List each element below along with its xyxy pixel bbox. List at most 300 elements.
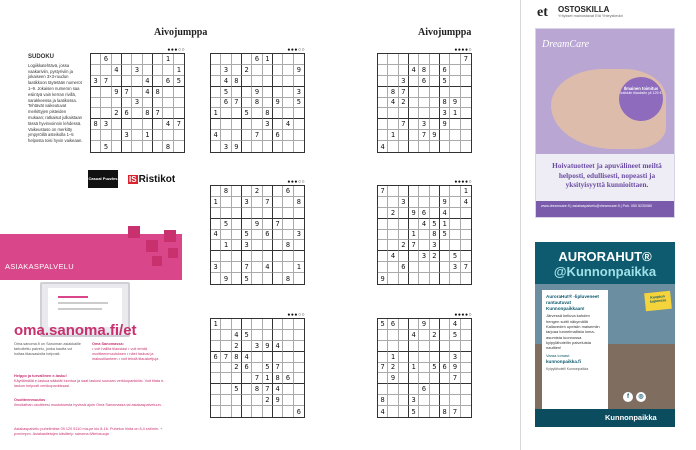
ostoskilla-subtitle: Yritykset mainostavat Etä Yhteystiedot <box>558 14 623 18</box>
sudoku-cell <box>283 262 293 273</box>
cs-bottom-text: Asiakaspalvelu puhelimitse 09 120 5110 ma-pe klo 8-16. Puhelun hinta on 8,4 snt/min. + pvm/mpm. Asiakastietojen käsittely: sanoma.fi/tietosuoja <box>14 427 163 436</box>
sudoku-cell <box>273 273 283 284</box>
facebook-icon[interactable]: f <box>623 392 633 402</box>
sudoku-cell <box>388 273 398 284</box>
sudoku-cell <box>283 208 293 219</box>
sudoku-cell <box>91 54 101 65</box>
sudoku-cell: 8 <box>232 76 242 87</box>
sudoku-cell <box>211 87 221 98</box>
sudoku-cell: 6 <box>163 76 173 87</box>
sudoku-cell <box>263 352 273 363</box>
sudoku-cell <box>283 141 293 152</box>
sudoku-cell <box>294 352 304 363</box>
sudoku-cell <box>211 141 221 152</box>
sudoku-cell: 4 <box>409 330 419 341</box>
sudoku-cell <box>252 230 262 241</box>
sudoku-cell <box>294 373 304 384</box>
sudoku-cell <box>211 406 221 417</box>
sudoku-cell: 1 <box>263 54 273 65</box>
sudoku-cell <box>91 130 101 141</box>
sudoku-cell <box>409 219 419 230</box>
sudoku-cell: 5 <box>440 76 450 87</box>
sudoku-cell <box>430 186 440 197</box>
sudoku-cell <box>242 406 252 417</box>
sudoku-cell: 2 <box>112 108 122 119</box>
sudoku-cell: 8 <box>378 395 388 406</box>
sudoku-cell <box>283 65 293 76</box>
sudoku-cell <box>440 251 450 262</box>
sudoku-cell <box>430 108 440 119</box>
aurora-contact: Kylpylähotelli Kunnonpaikka <box>546 367 589 372</box>
sudoku-cell <box>399 108 409 119</box>
sudoku-cell <box>461 219 471 230</box>
sudoku-cell <box>221 319 231 330</box>
sudoku-cell <box>273 119 283 130</box>
ristikot-logo <box>128 174 175 185</box>
sudoku-cell <box>273 230 283 241</box>
sudoku-cell <box>112 141 122 152</box>
sudoku-cell: 9 <box>450 363 460 374</box>
sudoku-cell <box>263 273 273 284</box>
sudoku-cell: 7 <box>122 87 132 98</box>
sudoku-cell <box>132 108 142 119</box>
badge-title: Ilmainen toimitus <box>623 86 659 91</box>
sudoku-cell <box>283 98 293 109</box>
sudoku-cell <box>232 87 242 98</box>
sudoku-cell <box>378 197 388 208</box>
sudoku-cell <box>461 251 471 262</box>
ostoskilla-title: OSTOSKILLA <box>558 5 610 14</box>
sudoku-cell <box>211 384 221 395</box>
sudoku-cell: 7 <box>399 119 409 130</box>
ristikot-logo-text: Ristikot <box>138 174 176 185</box>
sudoku-cell <box>283 363 293 374</box>
sudoku-cell <box>430 384 440 395</box>
sudoku-cell <box>440 273 450 284</box>
sudoku-cell: 4 <box>232 330 242 341</box>
sudoku-cell <box>399 319 409 330</box>
sudoku-cell <box>211 54 221 65</box>
sudoku-cell <box>440 186 450 197</box>
aurora-web[interactable]: kunnonpaikka.fi <box>546 358 581 364</box>
sudoku-cell <box>419 341 429 352</box>
sudoku-cell <box>252 352 262 363</box>
sudoku-cell <box>232 373 242 384</box>
sudoku-cell <box>461 384 471 395</box>
sudoku-cell: 5 <box>440 230 450 241</box>
sudoku-cell <box>388 197 398 208</box>
sudoku-cell <box>252 330 262 341</box>
sudoku-cell <box>242 384 252 395</box>
dreamcare-headline: Hoivatuotteet ja apuvälineet meiltä helposti, edullisesti, nopeasti ja yksityisyyttä kunnioittaen. <box>552 161 662 189</box>
sudoku-cell: 4 <box>163 119 173 130</box>
sudoku-cell <box>163 98 173 109</box>
sudoku-cell <box>221 406 231 417</box>
sudoku-cell: 7 <box>263 384 273 395</box>
sudoku-cell <box>388 262 398 273</box>
sudoku-cell <box>399 341 409 352</box>
cs-pink-band <box>0 234 182 280</box>
sudoku-cell: 6 <box>252 54 262 65</box>
sudoku-cell <box>211 119 221 130</box>
instructions-text: Logiikkatehtävä, jossa vaakariviin, pystyriviin ja jokaiseen 3×3-ruudun laatikkoon täytetään numerot 1–9. Jokaisen numeron saa esiintyä vain kerran rivillä, sarakkeessa ja laatikossa. Tehtävät vaikeutuvat merkittyjen pisteiden mukaan; ratkaisut julkaistaan tässä hyvinvoinnin lehdessä. Vaikeustaso on merkitty ympyröillä asteikolla 1–5 helposta toisi hyvin vaikeaan. <box>28 62 83 144</box>
sudoku-cell <box>419 197 429 208</box>
sudoku-cell <box>294 130 304 141</box>
sudoku-cell: 4 <box>211 230 221 241</box>
sudoku-cell <box>101 130 111 141</box>
sudoku-cell <box>399 208 409 219</box>
sudoku-cell <box>419 240 429 251</box>
sudoku-cell <box>461 108 471 119</box>
sudoku-cell <box>174 98 184 109</box>
sudoku-cell <box>242 141 252 152</box>
sudoku-cell <box>378 240 388 251</box>
sudoku-cell: 3 <box>450 262 460 273</box>
sudoku-cell <box>283 76 293 87</box>
sudoku-cell: 1 <box>211 108 221 119</box>
sudoku-cell: 3 <box>399 197 409 208</box>
sudoku-cell <box>232 108 242 119</box>
sudoku-cell <box>440 319 450 330</box>
sudoku-cell <box>461 406 471 417</box>
sudoku-cell <box>430 76 440 87</box>
sudoku-cell <box>174 141 184 152</box>
sudoku-cell: 7 <box>273 219 283 230</box>
sudoku-cell <box>101 65 111 76</box>
sudoku-cell <box>153 130 163 141</box>
sudoku-cell <box>221 363 231 374</box>
sudoku-cell: 7 <box>242 262 252 273</box>
sudoku-cell <box>461 330 471 341</box>
sudoku-cell: 9 <box>252 87 262 98</box>
sudoku-cell <box>294 141 304 152</box>
sudoku-cell <box>242 186 252 197</box>
sudoku-cell <box>263 208 273 219</box>
sudoku-cell: 6 <box>283 373 293 384</box>
sudoku-cell: 4 <box>283 119 293 130</box>
sudoku-cell <box>232 273 242 284</box>
sudoku-cell: 3 <box>294 87 304 98</box>
sudoku-cell: 5 <box>430 363 440 374</box>
sudoku-cell: 1 <box>221 240 231 251</box>
sudoku-cell <box>232 319 242 330</box>
sudoku-puzzle <box>377 179 472 285</box>
sudoku-cell <box>132 141 142 152</box>
sudoku-cell: 3 <box>132 65 142 76</box>
sudoku-cell <box>153 119 163 130</box>
sudoku-cell <box>461 208 471 219</box>
sudoku-cell: 8 <box>440 406 450 417</box>
sudoku-cell <box>388 341 398 352</box>
sudoku-cell <box>263 130 273 141</box>
sudoku-cell <box>440 87 450 98</box>
sudoku-cell <box>273 141 283 152</box>
sudoku-cell <box>419 262 429 273</box>
sudoku-cell <box>273 319 283 330</box>
sudoku-cell <box>450 141 460 152</box>
sudoku-cell <box>430 54 440 65</box>
sudoku-cell: 4 <box>419 219 429 230</box>
sudoku-cell <box>221 130 231 141</box>
sudoku-cell <box>378 108 388 119</box>
sudoku-cell <box>91 108 101 119</box>
sudoku-grid <box>90 53 185 153</box>
sudoku-cell <box>263 186 273 197</box>
sudoku-cell <box>273 54 283 65</box>
sudoku-cell <box>399 141 409 152</box>
sudoku-puzzle <box>210 179 305 285</box>
sudoku-cell: 7 <box>232 98 242 109</box>
sudoku-cell <box>409 197 419 208</box>
sudoku-cell <box>450 65 460 76</box>
sudoku-cell <box>283 108 293 119</box>
sudoku-cell: 4 <box>450 319 460 330</box>
sudoku-puzzle <box>210 47 305 153</box>
sudoku-cell <box>461 363 471 374</box>
sudoku-cell <box>122 54 132 65</box>
dreamcare-ad[interactable] <box>535 28 675 218</box>
sudoku-cell <box>112 54 122 65</box>
sudoku-cell <box>211 219 221 230</box>
sudoku-cell: 9 <box>388 373 398 384</box>
sudoku-cell <box>430 319 440 330</box>
sudoku-cell <box>273 208 283 219</box>
sudoku-cell <box>388 395 398 406</box>
sudoku-cell <box>252 406 262 417</box>
sudoku-cell <box>221 208 231 219</box>
sudoku-cell <box>252 76 262 87</box>
sudoku-cell <box>399 65 409 76</box>
sudoku-cell <box>450 119 460 130</box>
sudoku-cell <box>388 54 398 65</box>
sudoku-cell: 4 <box>211 130 221 141</box>
sudoku-cell: 6 <box>440 363 450 374</box>
sudoku-cell <box>263 141 273 152</box>
sudoku-cell <box>252 208 262 219</box>
sudoku-cell <box>461 76 471 87</box>
sudoku-cell: 6 <box>419 384 429 395</box>
cs-url[interactable]: oma.sanoma.fi/et <box>14 322 137 339</box>
sudoku-cell <box>211 373 221 384</box>
sudoku-cell <box>242 54 252 65</box>
cs-right-items: • voit hallita tilaustasi • voit tehdä osoitteenmuutoksen • näet laskusi ja maksutilanteen • voit tehdä tilausketjuja <box>92 347 159 361</box>
sudoku-cell <box>283 230 293 241</box>
sudoku-cell: 3 <box>122 130 132 141</box>
sudoku-cell <box>461 395 471 406</box>
sudoku-cell <box>283 197 293 208</box>
sudoku-cell <box>263 87 273 98</box>
sudoku-cell <box>122 119 132 130</box>
sudoku-cell: 9 <box>273 395 283 406</box>
sudoku-cell <box>283 406 293 417</box>
sudoku-cell: 7 <box>409 240 419 251</box>
sudoku-grid <box>210 318 305 418</box>
sudoku-cell <box>450 130 460 141</box>
sudoku-cell: 3 <box>263 119 273 130</box>
sudoku-cell <box>450 341 460 352</box>
difficulty-dots: ●●●○○ <box>167 47 185 53</box>
sudoku-cell <box>409 186 419 197</box>
sudoku-cell <box>409 76 419 87</box>
sudoku-cell: 3 <box>132 98 142 109</box>
sudoku-cell <box>242 119 252 130</box>
sudoku-cell <box>388 406 398 417</box>
sudoku-cell: 5 <box>232 384 242 395</box>
sudoku-cell <box>378 65 388 76</box>
sudoku-cell <box>242 251 252 262</box>
sudoku-cell <box>163 65 173 76</box>
sudoku-cell: 5 <box>174 76 184 87</box>
sudoku-cell <box>450 395 460 406</box>
sudoku-cell: 3 <box>440 108 450 119</box>
sudoku-cell <box>440 384 450 395</box>
sudoku-cell <box>91 98 101 109</box>
instagram-icon[interactable]: ◎ <box>636 392 646 402</box>
difficulty-dots: ●●●○○ <box>287 312 305 318</box>
sudoku-cell <box>153 65 163 76</box>
sudoku-cell <box>409 373 419 384</box>
sudoku-cell <box>153 76 163 87</box>
sudoku-cell: 6 <box>399 262 409 273</box>
sudoku-grid <box>210 53 305 153</box>
sudoku-cell <box>221 230 231 241</box>
sudoku-cell <box>450 76 460 87</box>
sudoku-cell: 9 <box>450 98 460 109</box>
sudoku-cell <box>283 330 293 341</box>
aurora-title <box>535 249 675 279</box>
sudoku-grid <box>210 185 305 285</box>
cs-band-title: ASIAKASPALVELU <box>5 262 74 271</box>
sudoku-cell <box>409 98 419 109</box>
sudoku-cell: 6 <box>101 54 111 65</box>
sudoku-cell: 4 <box>409 65 419 76</box>
sudoku-cell <box>419 186 429 197</box>
sudoku-cell <box>399 130 409 141</box>
sudoku-cell <box>440 352 450 363</box>
sudoku-cell <box>232 119 242 130</box>
sudoku-cell: 8 <box>294 197 304 208</box>
sudoku-cell: 5 <box>221 87 231 98</box>
sudoku-cell: 9 <box>419 319 429 330</box>
sudoku-cell: 7 <box>461 54 471 65</box>
sudoku-cell <box>221 54 231 65</box>
sudoku-cell: 3 <box>101 119 111 130</box>
sudoku-cell <box>409 384 419 395</box>
sudoku-cell <box>388 330 398 341</box>
sudoku-cell: 5 <box>242 108 252 119</box>
sudoku-cell <box>388 108 398 119</box>
sudoku-cell: 5 <box>242 273 252 284</box>
sudoku-cell <box>409 273 419 284</box>
sudoku-cell <box>430 87 440 98</box>
sudoku-cell: 2 <box>263 395 273 406</box>
sudoku-cell <box>450 273 460 284</box>
sudoku-cell <box>430 341 440 352</box>
sudoku-cell: 1 <box>263 373 273 384</box>
sudoku-cell <box>153 54 163 65</box>
sudoku-cell <box>273 87 283 98</box>
sudoku-cell <box>399 230 409 241</box>
sudoku-cell <box>419 406 429 417</box>
sudoku-cell <box>461 273 471 284</box>
sudoku-cell <box>273 65 283 76</box>
sudoku-cell <box>409 262 419 273</box>
sudoku-cell <box>388 384 398 395</box>
sudoku-cell: 8 <box>440 98 450 109</box>
sudoku-cell <box>461 341 471 352</box>
sudoku-cell <box>450 208 460 219</box>
sudoku-cell: 2 <box>232 341 242 352</box>
sudoku-cell: 1 <box>450 108 460 119</box>
sudoku-cell <box>221 395 231 406</box>
sudoku-cell <box>388 186 398 197</box>
sudoku-cell <box>294 251 304 262</box>
sudoku-cell <box>399 395 409 406</box>
sudoku-cell <box>101 98 111 109</box>
sudoku-cell <box>419 54 429 65</box>
sudoku-puzzle <box>90 47 185 153</box>
sudoku-instructions <box>28 55 83 144</box>
sudoku-cell: 8 <box>283 273 293 284</box>
sudoku-cell <box>399 406 409 417</box>
sudoku-cell: 8 <box>221 186 231 197</box>
ristikot-logo-box: IS <box>129 175 137 184</box>
sudoku-cell <box>461 373 471 384</box>
sudoku-cell <box>294 384 304 395</box>
sudoku-cell <box>232 54 242 65</box>
sudoku-cell: 1 <box>211 197 221 208</box>
sudoku-cell: 8 <box>283 240 293 251</box>
sudoku-cell <box>252 251 262 262</box>
aurora-title-line2: @Kunnonpaikka <box>553 264 657 279</box>
aurorahut-ad[interactable] <box>535 242 675 427</box>
cs-right-block <box>92 342 170 362</box>
sudoku-cell <box>399 363 409 374</box>
sudoku-cell <box>409 119 419 130</box>
sudoku-cell <box>163 108 173 119</box>
sudoku-cell <box>283 87 293 98</box>
sudoku-cell: 4 <box>378 141 388 152</box>
kunnonpaikka-logo-bar: Kunnonpaikka <box>535 409 675 427</box>
sudoku-cell <box>388 119 398 130</box>
sudoku-cell <box>378 373 388 384</box>
sudoku-cell <box>263 330 273 341</box>
sudoku-cell: 5 <box>450 330 460 341</box>
sudoku-cell <box>378 98 388 109</box>
sudoku-cell <box>294 319 304 330</box>
sudoku-cell <box>174 54 184 65</box>
sudoku-cell <box>430 208 440 219</box>
sudoku-cell: 4 <box>143 76 153 87</box>
sudoku-cell <box>242 219 252 230</box>
sudoku-cell <box>232 197 242 208</box>
sudoku-cell: 4 <box>388 98 398 109</box>
sudoku-cell: 7 <box>153 108 163 119</box>
sudoku-cell <box>378 130 388 141</box>
sudoku-cell <box>242 208 252 219</box>
sudoku-cell <box>440 395 450 406</box>
sudoku-cell <box>409 87 419 98</box>
dreamcare-footer: www.dreamcare.fi | asiakaspalvelu@dreamcare.fi | Puh. 050 5230080 <box>536 201 675 217</box>
sudoku-cell: 6 <box>419 76 429 87</box>
sudoku-cell <box>143 141 153 152</box>
sudoku-cell <box>221 262 231 273</box>
sudoku-cell <box>211 186 221 197</box>
sudoku-cell <box>419 273 429 284</box>
sudoku-cell: 5 <box>242 230 252 241</box>
difficulty-dots: ●●●●○ <box>454 179 472 185</box>
sudoku-cell <box>440 141 450 152</box>
